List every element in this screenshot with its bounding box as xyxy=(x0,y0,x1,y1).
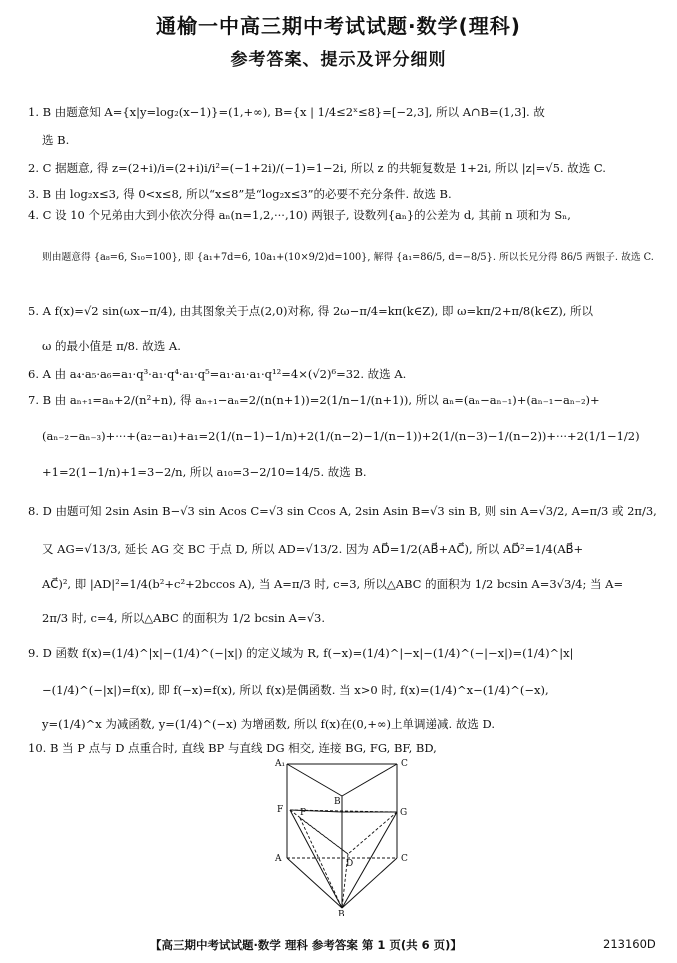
answer-line-l5a: 5. A f(x)=√2 sin(ωx−π/4), 由其图象关于点(2,0)对称, 得 2ω−π/4=kπ(k∈Z), 即 ω=kπ/2+π/8(k∈Z), 所以 xyxy=(28,304,594,318)
label-b1: B xyxy=(334,797,341,807)
label-a: A xyxy=(275,854,282,864)
answer-line-l8d: 2π/3 时, c=4, 所以△ABC 的面积为 1/2 bcsin A=√3. xyxy=(42,611,326,625)
answer-line-l9b: −(1/4)^(−|x|)=f(x), 即 f(−x)=f(x), 所以 f(x)是偶函数. 当 x>0 时, f(x)=(1/4)^x−(1/4)^(−x), xyxy=(42,683,549,697)
answer-line-l7a: 7. B 由 aₙ₊₁=aₙ+2/(n²+n), 得 aₙ₊₁−aₙ=2/(n(n+1))=2(1/n−1/(n+1)), 所以 aₙ=(aₙ−aₙ₋₁)+(aₙ₋₁−aₙ₋₂)+ xyxy=(28,393,600,407)
footer-text: 【高三期中考试试题·数学 理科 参考答案 第 1 页(共 6 页)】 xyxy=(150,938,462,952)
geometry-figure xyxy=(262,756,427,916)
label-p: P xyxy=(300,808,307,818)
footer-code: 213160D xyxy=(603,937,656,951)
answer-line-l9c: y=(1/4)^x 为减函数, y=(1/4)^(−x) 为增函数, 所以 f(x)在(0,+∞)上单调递减. 故选 D. xyxy=(42,717,495,731)
label-f: F xyxy=(277,805,284,815)
answer-line-l8b: 又 AG=√13/3, 延长 AG 交 BC 于点 D, 所以 AD=√13/2. 因为 AD⃗=1/2(AB⃗+AC⃗), 所以 AD⃗²=1/4(AB⃗+ xyxy=(42,542,584,556)
label-b: B xyxy=(338,910,345,916)
label-g: G xyxy=(400,808,408,818)
answer-line-l4b: 则由题意得 {a₈=6, S₁₀=100}, 即 {a₁+7d=6, 10a₁+(10×9/2)d=100}, 解得 {a₁=86/5, d=−8/5}. 所以长兄分得 86/5 两银子. 故选 C. xyxy=(42,252,654,263)
answer-line-l9a: 9. D 函数 f(x)=(1/4)^|x|−(1/4)^(−|x|) 的定义域为 R, f(−x)=(1/4)^|−x|−(1/4)^(−|−x|)=(1/4)^|x| xyxy=(28,646,574,660)
answer-line-l1b: 选 B. xyxy=(42,133,70,147)
label-c1: C xyxy=(401,759,408,769)
answer-line-l2: 2. C 据题意, 得 z=(2+i)/i=(2+i)i/i²=(−1+2i)/(−1)=1−2i, 所以 z 的共轭复数是 1+2i, 所以 |z|=√5. 故选 C. xyxy=(28,161,606,175)
answer-line-l1a: 1. B 由题意知 A={x|y=log₂(x−1)}=(1,+∞), B={x | 1/4≤2ˣ≤8}=[−2,3], 所以 A∩B=(1,3]. 故 xyxy=(28,105,545,119)
answer-line-l10: 10. B 当 P 点与 D 点重合时, 直线 BP 与直线 DG 相交, 连接 BG, FG, BF, BD, xyxy=(28,741,437,755)
page-title: 通榆一中高三期中考试试题·数学(理科) xyxy=(156,14,521,38)
answer-line-l6: 6. A 由 a₄·a₅·a₆=a₁·q³·a₁·q⁴·a₁·q⁵=a₁·a₁·a₁·q¹²=4×(√2)⁶=32. 故选 A. xyxy=(28,367,407,381)
label-d: D xyxy=(346,859,354,869)
answer-line-l7b: (aₙ₋₂−aₙ₋₃)+···+(a₂−a₁)+a₁=2(1/(n−1)−1/n)+2(1/(n−2)−1/(n−1))+2(1/(n−3)−1/(n−2))+···+2(1/1−1/2) xyxy=(42,429,640,443)
answer-line-l8a: 8. D 由题可知 2sin Asin B−√3 sin Acos C=√3 sin Ccos A, 2sin Asin B=√3 sin B, 则 sin A=√3/2, A=π/3 或 2π/3, xyxy=(28,504,657,518)
answer-line-l5b: ω 的最小值是 π/8. 故选 A. xyxy=(42,339,181,353)
answer-line-l7c: +1=2(1−1/n)+1=3−2/n, 所以 a₁₀=3−2/10=14/5. 故选 B. xyxy=(42,465,367,479)
answer-line-l8c: AC⃗)², 即 |AD|²=1/4(b²+c²+2bccos A), 当 A=π/3 时, c=3, 所以△ABC 的面积为 1/2 bcsin A=3√3/4; 当 A= xyxy=(42,577,624,591)
page-subtitle: 参考答案、提示及评分细则 xyxy=(230,50,447,70)
answer-line-l4a: 4. C 设 10 个兄弟由大到小依次分得 aₙ(n=1,2,···,10) 两银子, 设数列{aₙ}的公差为 d, 其前 n 项和为 Sₙ, xyxy=(28,208,571,222)
label-c: C xyxy=(401,854,408,864)
answer-line-l3: 3. B 由 log₂x≤3, 得 0<x≤8, 所以“x≤8”是“log₂x≤3”的必要不充分条件. 故选 B. xyxy=(28,187,452,201)
label-a1: A₁ xyxy=(275,759,286,769)
